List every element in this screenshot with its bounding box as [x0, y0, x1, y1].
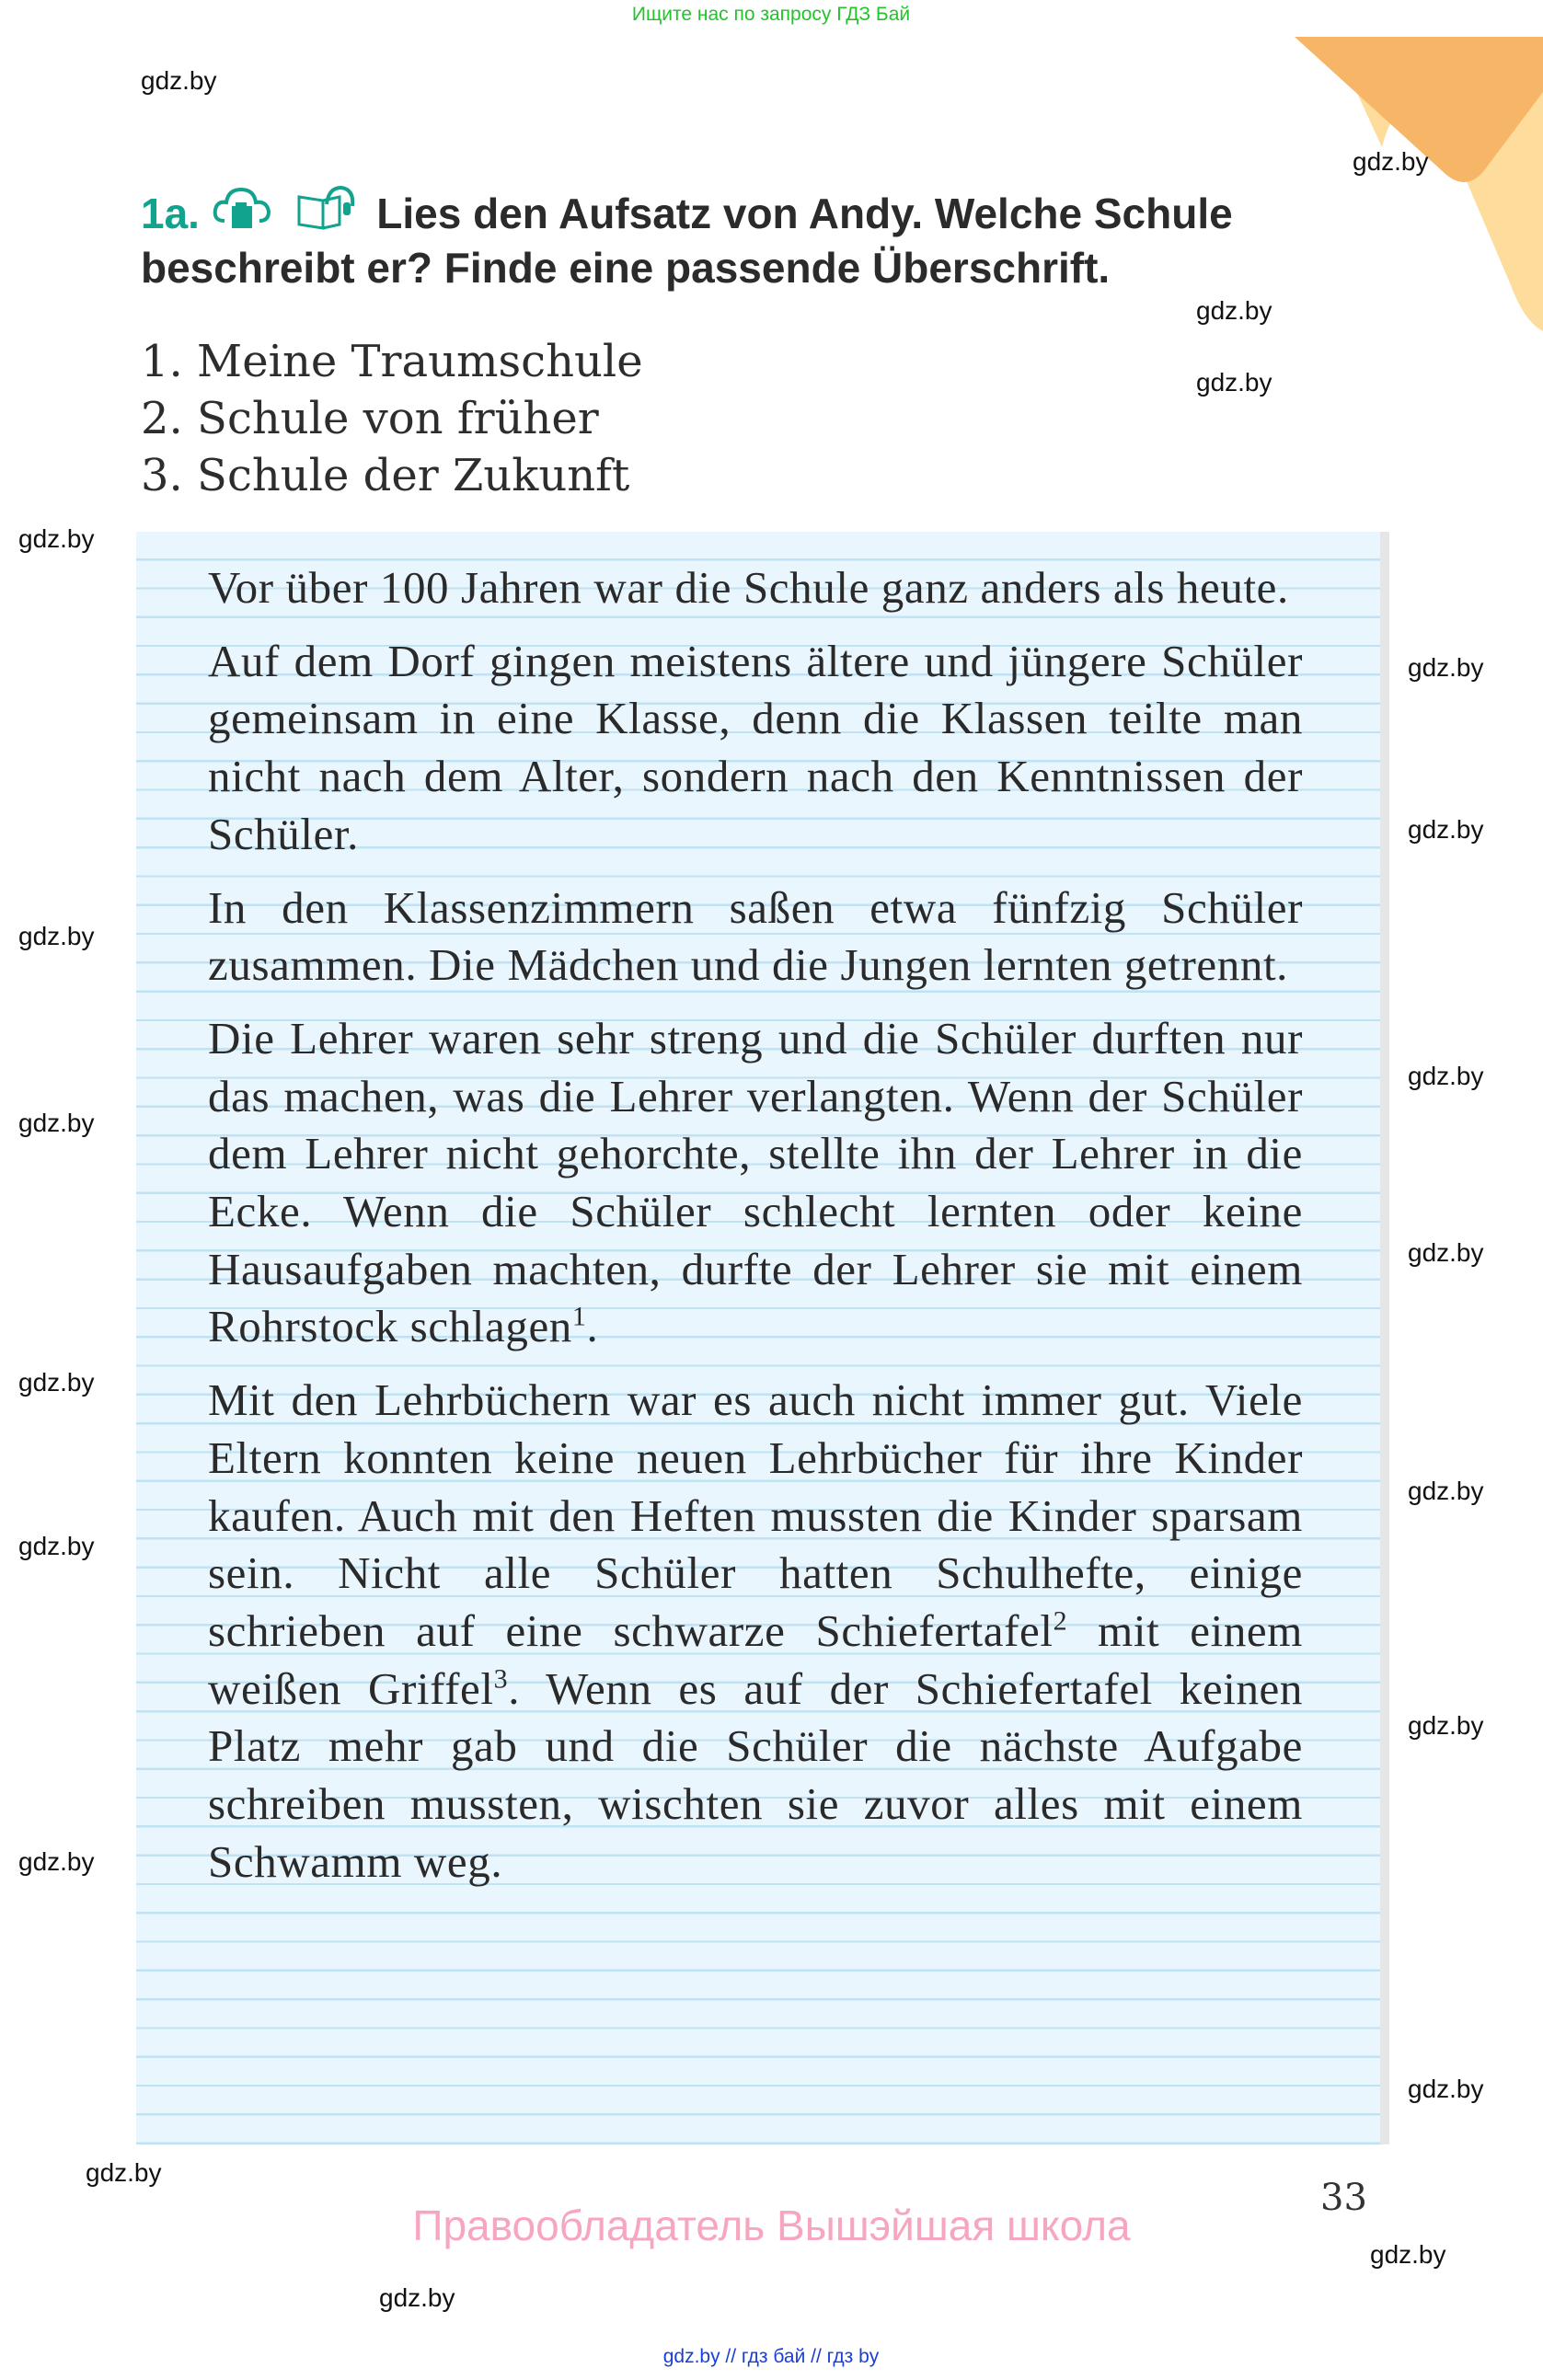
watermark: gdz.by	[379, 2283, 455, 2312]
watermark: gdz.by	[1408, 2075, 1484, 2103]
copyright-notice: Правообладатель Вышэйшая школа	[412, 2202, 1131, 2249]
watermark: gdz.by	[1408, 815, 1484, 844]
exercise-instruction: Lies den Aufsatz von Andy. Welche Schule beschreibt er? Finde eine passende Überschrift.	[141, 190, 1233, 292]
paragraph-text: mit einem weißen Griffel	[208, 1604, 1303, 1714]
watermark: gdz.by	[18, 1109, 95, 1137]
watermark: gdz.by	[141, 66, 217, 95]
footnote-marker: 1	[571, 1302, 587, 1333]
watermark: gdz.by	[18, 1532, 95, 1560]
watermark: gdz.by	[1196, 368, 1272, 397]
watermark: gdz.by	[86, 2158, 162, 2187]
paragraph: In den Klassenzimmern saßen etwa fünfzig Schüler zusammen. Die Mädchen und die Jungen lernten getrennt.	[208, 881, 1303, 991]
watermark: gdz.by	[18, 1368, 95, 1397]
watermark: gdz.by	[18, 1847, 95, 1876]
watermark: gdz.by	[1370, 2240, 1446, 2269]
option-3: 3. Schule der Zukunft	[141, 450, 630, 501]
watermark: gdz.by	[1408, 1711, 1484, 1740]
paragraph-text: . Wenn es auf der Schiefertafel keinen Platz mehr gab und die Schüler die nächste Aufgabe schreiben mussten, wischten sie zuvor alles mit einem Schwamm weg.	[208, 1662, 1303, 1887]
footnote-marker: 2	[1053, 1605, 1068, 1637]
watermark: gdz.by	[1408, 653, 1484, 682]
paragraph-text: .	[586, 1301, 599, 1352]
exercise-number: 1a.	[141, 190, 200, 237]
option-1: 1. Meine Traumschule	[141, 336, 643, 387]
bottom-links[interactable]: gdz.by // гдз бай // гдз by	[662, 2346, 880, 2367]
exercise-heading	[141, 184, 1383, 293]
essay-text	[208, 559, 1303, 1906]
search-hint: Ищите нас по запросу ГДЗ Бай	[631, 4, 911, 25]
watermark: gdz.by	[18, 922, 95, 950]
page-number: 33	[1320, 2177, 1367, 2219]
book-audio-icon	[295, 184, 356, 243]
paragraph	[208, 1372, 1303, 1891]
paragraph-text: Mit den Lehrbüchern war es auch nicht immer gut. Viele Eltern konnten keine neuen Lehrbücher für ihre Kinder kaufen. Auch mit den Heften mussten die Kinder sparsam sein. Nicht alle Schüler hatten Schulhefte, einige schrieben auf eine schwarze Schiefertafel	[208, 1374, 1303, 1656]
paragraph: Auf dem Dorf gingen meistens ältere und jüngere Schüler gemeinsam in eine Klasse, denn die Klassen teilte man nicht nach dem Alter, sondern nach den Kenntnissen der Schüler.	[208, 635, 1303, 859]
title-options	[141, 333, 1061, 504]
watermark: gdz.by	[1196, 296, 1272, 325]
footnote-marker: 3	[493, 1663, 509, 1695]
watermark: gdz.by	[1353, 147, 1429, 176]
cloud-folder-icon	[212, 184, 274, 243]
watermark: gdz.by	[1408, 1477, 1484, 1505]
paragraph	[208, 1010, 1303, 1356]
watermark: gdz.by	[18, 524, 95, 553]
watermark: gdz.by	[1408, 1238, 1484, 1267]
paragraph-text: Die Lehrer waren sehr streng und die Schüler durften nur das machen, was die Lehrer verlangten. Wenn der Schüler dem Lehrer nicht gehorchte, stellte ihn der Lehrer in die Ecke. Wenn die Schüler schlecht lernten oder keine Hausaufgaben machten, durfte der Lehrer sie mit einem Rohrstock schlagen	[208, 1012, 1303, 1352]
watermark: gdz.by	[1408, 1062, 1484, 1090]
option-2: 2. Schule von früher	[141, 393, 599, 444]
paragraph: Vor über 100 Jahren war die Schule ganz anders als heute.	[208, 562, 1289, 613]
